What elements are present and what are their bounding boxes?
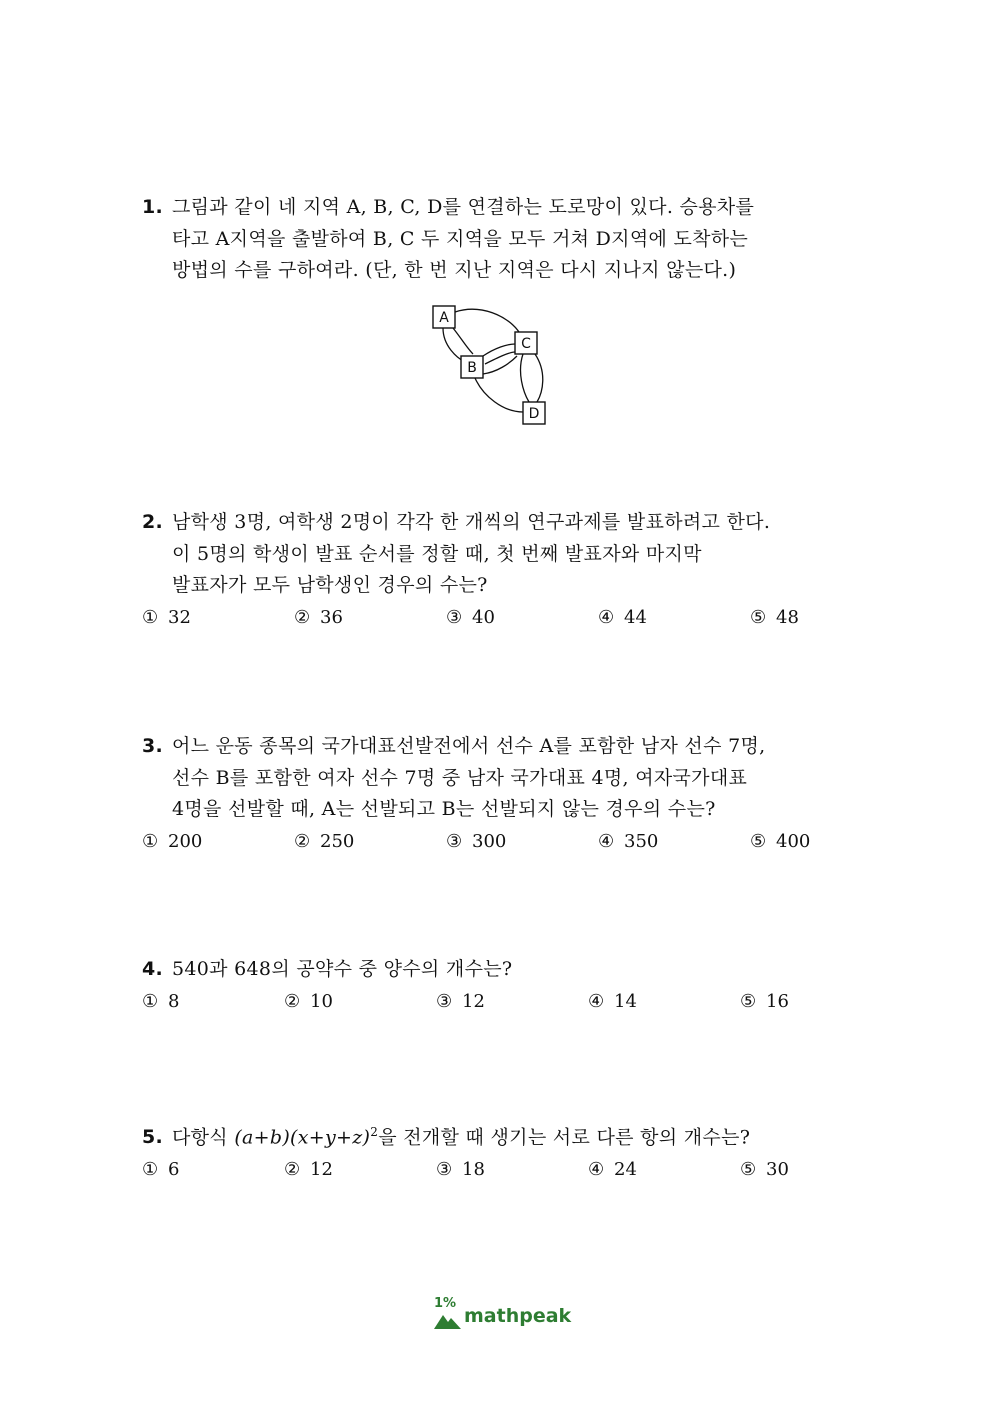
road-network-figure: [425, 296, 555, 431]
question-number: 2.: [142, 511, 164, 533]
choice-4[interactable]: ④ 24: [588, 1158, 637, 1180]
answer-choices: [142, 1154, 862, 1186]
question-text-line: 4명을 선발할 때, A는 선발되고 B는 선발되지 않는 경우의 수는?: [172, 798, 716, 820]
node-b-label: B: [467, 360, 477, 376]
question-number: 4.: [142, 958, 164, 980]
road-a-b-2: [453, 328, 473, 354]
question-4: [142, 954, 862, 1018]
question-text-line: 방법의 수를 구하여라. (단, 한 번 지난 지역은 다시 지나지 않는다.): [172, 259, 737, 281]
answer-choices: [142, 986, 862, 1018]
choice-4[interactable]: ④ 14: [588, 990, 637, 1012]
question-text-line: 발표자가 모두 남학생인 경우의 수는?: [172, 574, 488, 596]
mountain-icon: [434, 1312, 462, 1330]
question-text-line: 선수 B를 포함한 여자 선수 7명 중 남자 국가대표 4명, 여자국가대표: [172, 766, 748, 789]
answer-choices: [142, 826, 862, 858]
polynomial-exponent: 2: [370, 1125, 379, 1139]
choice-5[interactable]: ⑤ 16: [740, 990, 789, 1012]
answer-choices: [142, 602, 862, 634]
question-1: [142, 192, 862, 287]
road-b-c-3: [483, 356, 517, 374]
choice-3[interactable]: ③ 40: [446, 606, 495, 628]
question-text-line: 타고 A지역을 출발하여 B, C 두 지역을 모두 거쳐 D지역에 도착하는: [172, 227, 749, 250]
choice-2[interactable]: ② 10: [284, 990, 333, 1012]
question-text-line: 그림과 같이 네 지역 A, B, C, D를 연결하는 도로망이 있다. 승용차를: [172, 196, 755, 218]
question-text-line: 540과 648의 공약수 중 양수의 개수는?: [172, 958, 513, 980]
polynomial-expression: (a+b)(x+y+z): [234, 1126, 371, 1149]
choice-5[interactable]: ⑤ 400: [750, 830, 811, 852]
choice-5[interactable]: ⑤ 48: [750, 606, 799, 628]
choice-1[interactable]: ① 6: [142, 1158, 180, 1180]
question-5: [142, 1117, 862, 1186]
choice-1[interactable]: ① 200: [142, 830, 203, 852]
choice-4[interactable]: ④ 44: [598, 606, 647, 628]
question-text-line: 어느 운동 종목의 국가대표선발전에서 선수 A를 포함한 남자 선수 7명,: [172, 735, 766, 757]
question-text-before: 다항식: [172, 1126, 235, 1149]
choice-2[interactable]: ② 36: [294, 606, 343, 628]
choice-5[interactable]: ⑤ 30: [740, 1158, 789, 1180]
question-number: 1.: [142, 196, 164, 218]
road-b-d: [475, 378, 523, 412]
question-text-line: 이 5명의 학생이 발표 순서를 정할 때, 첫 번째 발표자와 마지막: [172, 542, 702, 565]
mathpeak-logo: [434, 1296, 574, 1336]
road-a-c: [455, 309, 521, 336]
choice-3[interactable]: ③ 300: [446, 830, 507, 852]
choice-3[interactable]: ③ 12: [436, 990, 485, 1012]
question-number: 5.: [142, 1126, 164, 1149]
question-number: 3.: [142, 735, 164, 757]
road-c-d-1: [521, 354, 529, 402]
choice-4[interactable]: ④ 350: [598, 830, 659, 852]
choice-2[interactable]: ② 12: [284, 1158, 333, 1180]
question-2: [142, 507, 862, 634]
logo-percent: 1%: [434, 1296, 457, 1311]
node-d-label: D: [528, 406, 540, 422]
road-b-c-1: [483, 344, 515, 356]
node-c-label: C: [521, 336, 531, 352]
node-a-label: A: [439, 310, 449, 326]
logo-name: mathpeak: [464, 1305, 572, 1327]
choice-1[interactable]: ① 32: [142, 606, 191, 628]
choice-3[interactable]: ③ 18: [436, 1158, 485, 1180]
question-text-after: 을 전개할 때 생기는 서로 다른 항의 개수는?: [378, 1126, 751, 1149]
question-text-line: 남학생 3명, 여학생 2명이 각각 한 개씩의 연구과제를 발표하려고 한다.: [172, 511, 771, 533]
road-c-d-2: [535, 354, 543, 402]
choice-2[interactable]: ② 250: [294, 830, 355, 852]
choice-1[interactable]: ① 8: [142, 990, 180, 1012]
question-3: [142, 731, 862, 858]
